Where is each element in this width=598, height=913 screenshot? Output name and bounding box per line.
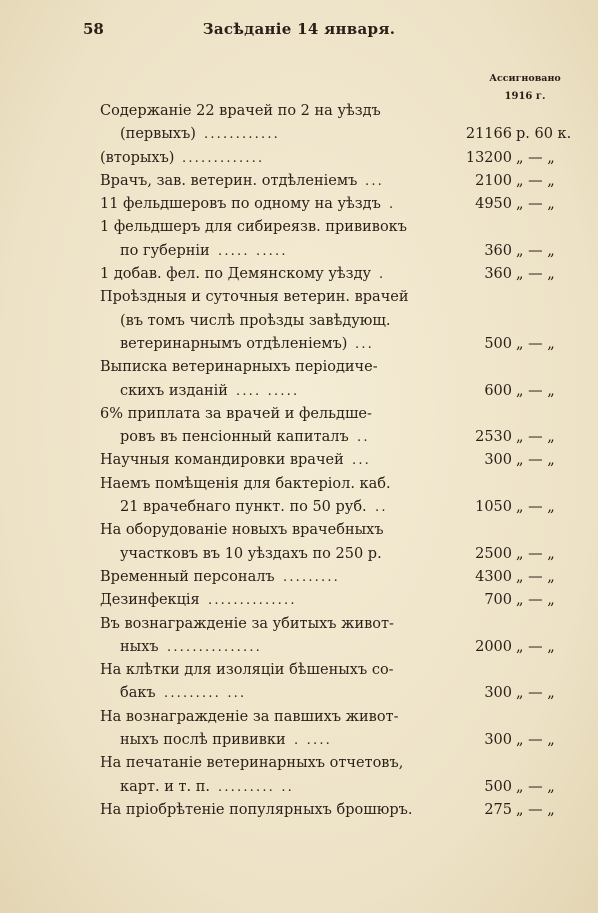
budget-item-text: бакъ — [120, 685, 156, 702]
budget-item-text: На вознагражденіе за павшихъ живот- — [100, 708, 399, 725]
budget-amount: 2100 — [475, 172, 512, 189]
budget-item-text: Временный персоналъ — [100, 568, 275, 585]
budget-row — [100, 216, 588, 239]
budget-row — [100, 123, 588, 146]
budget-row — [100, 636, 588, 659]
budget-amount: 2530 — [475, 429, 512, 446]
budget-row — [100, 519, 588, 542]
leader-dots: ............. — [182, 150, 265, 166]
budget-amount: 360 — [484, 266, 512, 283]
leader-dots: ......... ... — [164, 686, 247, 702]
budget-item-text: (въ томъ числѣ проѣзды завѣдующ. — [120, 312, 391, 329]
budget-row — [100, 147, 588, 170]
budget-unit: „ — „ — [516, 242, 555, 259]
leader-dots: .............. — [208, 593, 297, 609]
column-heading: Ассигновано — [489, 73, 561, 84]
budget-row — [100, 566, 588, 589]
budget-item-text: На пріобрѣтеніе популярныхъ брошюръ. — [100, 801, 413, 818]
budget-unit: „ — „ — [516, 172, 555, 189]
leader-dots: ... — [365, 173, 384, 189]
budget-unit: „ — „ — [516, 685, 555, 702]
budget-item-text: ветеринарнымъ отдѣленіемъ) — [120, 335, 348, 352]
budget-row — [100, 356, 588, 379]
budget-unit: „ — „ — [516, 429, 555, 446]
budget-amount: 13200 — [465, 149, 512, 166]
page-number: 58 — [83, 20, 104, 38]
budget-row — [100, 403, 588, 426]
budget-row — [100, 473, 588, 496]
budget-unit: „ — „ — [516, 382, 555, 399]
budget-item-text: Содержаніе 22 врачей по 2 на уѣздъ — [100, 103, 381, 119]
budget-unit: „ — „ — [516, 638, 555, 655]
budget-item-text: по губерніи — [120, 242, 210, 259]
budget-item-text: 1 добав. фел. по Демянскому уѣзду — [100, 266, 372, 283]
budget-item-text: участковъ въ 10 уѣздахъ по 250 р. — [120, 545, 382, 562]
budget-amount: 4950 — [475, 196, 512, 213]
budget-item-text: Наемъ помѣщенія для бактеріол. каб. — [100, 475, 391, 492]
budget-amount: 21166 — [465, 126, 512, 143]
budget-row — [100, 706, 588, 729]
budget-amount: 600 — [484, 382, 512, 399]
budget-item-text: Врачъ, зав. ветерин. отдѣленіемъ — [100, 172, 358, 189]
budget-amount: 275 — [484, 801, 512, 818]
budget-amount: 300 — [484, 685, 512, 702]
leader-dots: . — [389, 197, 396, 213]
budget-amount: 300 — [484, 452, 512, 469]
budget-row — [100, 263, 588, 286]
budget-amount: 2000 — [475, 638, 512, 655]
budget-row — [100, 682, 588, 705]
leader-dots: ... — [352, 453, 371, 469]
leader-dots: ............ — [204, 127, 280, 143]
budget-amount: 1050 — [475, 499, 512, 516]
budget-amount: 500 — [484, 335, 512, 352]
budget-unit: „ — „ — [516, 732, 555, 749]
budget-item-text: Дезинфекція — [100, 592, 200, 609]
budget-row — [100, 543, 588, 566]
budget-unit: „ — „ — [516, 266, 555, 283]
budget-unit: „ — „ — [516, 545, 555, 562]
budget-item-text: (вторыхъ) — [100, 149, 175, 166]
budget-item-text: ныхъ — [120, 638, 159, 655]
leader-dots: ... — [355, 336, 374, 352]
budget-unit: „ — „ — [516, 499, 555, 516]
budget-unit: „ — „ — [516, 335, 555, 352]
budget-item-text: Проѣздныя и суточныя ветерин. врачей — [100, 289, 409, 306]
budget-unit: „ — „ — [516, 452, 555, 469]
leader-dots: . .... — [294, 733, 332, 749]
leader-dots: ......... — [283, 569, 340, 585]
budget-amount: 300 — [484, 732, 512, 749]
budget-row — [100, 286, 588, 309]
budget-item-text: Въ вознагражденіе за убитыхъ живот- — [100, 615, 394, 632]
budget-amount: 700 — [484, 592, 512, 609]
budget-unit: „ — „ — [516, 778, 555, 795]
budget-item-text: Научныя командировки врачей — [100, 452, 344, 469]
budget-row — [100, 776, 588, 799]
budget-row — [100, 310, 588, 333]
budget-item-text: На оборудованіе новыхъ врачебныхъ — [100, 522, 384, 539]
budget-row — [100, 193, 588, 216]
budget-row — [100, 752, 588, 775]
budget-item-text: 6% приплата за врачей и фельдше- — [100, 405, 372, 422]
leader-dots: ............... — [167, 639, 262, 655]
budget-row — [100, 333, 588, 356]
leader-dots: .. — [375, 500, 388, 516]
budget-item-text: 21 врачебнаго пункт. по 50 руб. — [120, 499, 367, 516]
budget-row — [100, 799, 588, 822]
budget-amount: 2500 — [475, 545, 512, 562]
running-head: Засѣданіе 14 января. — [202, 20, 396, 38]
budget-item-text: Выписка ветеринарныхъ періодиче- — [100, 359, 378, 376]
budget-unit: „ — „ — [516, 592, 555, 609]
budget-row — [100, 380, 588, 403]
leader-dots: .... ..... — [236, 383, 300, 399]
budget-unit: р. 60 к. — [516, 126, 572, 143]
budget-row — [100, 100, 588, 123]
budget-unit: „ — „ — [516, 568, 555, 585]
budget-amount: 4300 — [475, 568, 512, 585]
column-heading-year: 1916 г. — [504, 91, 546, 102]
budget-item-text: На печатаніе ветеринарныхъ отчетовъ, — [100, 755, 404, 772]
budget-unit: „ — „ — [516, 149, 555, 166]
budget-item-text: карт. и т. п. — [120, 778, 211, 795]
budget-row — [100, 449, 588, 472]
budget-amount: 500 — [484, 778, 512, 795]
budget-item-text: скихъ изданій — [120, 382, 228, 399]
budget-row — [100, 659, 588, 682]
budget-unit: „ — „ — [516, 801, 555, 818]
budget-row — [100, 496, 588, 519]
budget-row — [100, 613, 588, 636]
budget-item-text: 11 фельдшеровъ по одному на уѣздъ — [100, 196, 381, 213]
budget-item-text: 1 фельдшеръ для сибиреязв. прививокъ — [100, 219, 407, 236]
budget-entries — [100, 100, 588, 822]
budget-item-text: (первыхъ) — [120, 126, 196, 143]
budget-row — [100, 729, 588, 752]
leader-dots: .. — [357, 430, 370, 446]
budget-item-text: На клѣтки для изоляціи бѣшеныхъ со- — [100, 662, 394, 679]
leader-dots: ......... .. — [218, 779, 294, 795]
budget-unit: „ — „ — [516, 196, 555, 213]
budget-row — [100, 170, 588, 193]
leader-dots: . — [379, 267, 386, 283]
leader-dots: ..... ..... — [218, 243, 288, 259]
budget-item-text: ровъ въ пенсіонный капиталъ — [120, 429, 349, 446]
budget-row — [100, 589, 588, 612]
budget-amount: 360 — [484, 242, 512, 259]
budget-row — [100, 426, 588, 449]
budget-row — [100, 240, 588, 263]
budget-item-text: ныхъ послѣ прививки — [120, 732, 286, 749]
